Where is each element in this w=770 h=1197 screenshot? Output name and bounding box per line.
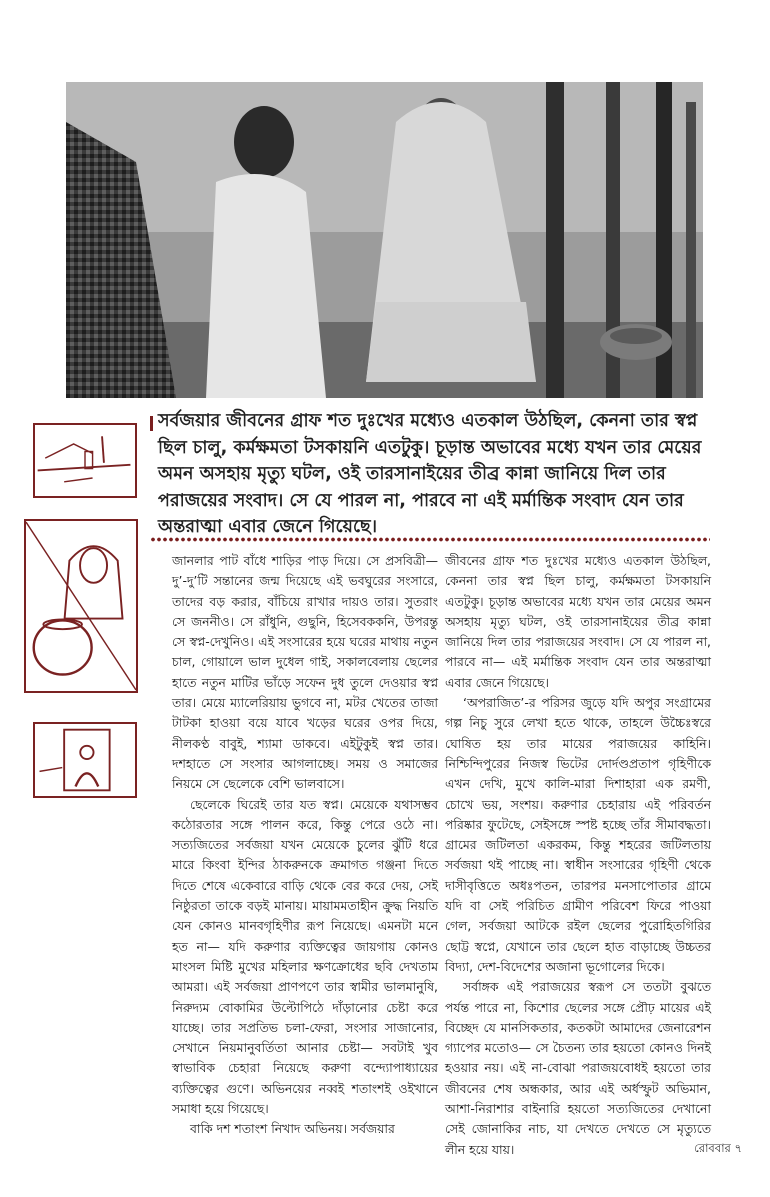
doorway-figure-sketch-icon bbox=[35, 724, 135, 796]
page-footer: রোববার ৭ bbox=[694, 1141, 742, 1155]
body-column-1 bbox=[172, 551, 438, 1140]
woman-pot-sketch-icon bbox=[26, 521, 136, 691]
landscape-sketch-icon bbox=[35, 425, 135, 496]
woman-pot-sketch bbox=[24, 519, 138, 693]
landscape-sketch bbox=[33, 423, 137, 498]
pull-quote-mark bbox=[150, 416, 153, 431]
body-column-2 bbox=[445, 551, 711, 1160]
paragraph: জীবনের গ্রাফ শত দুঃখের মধ্যেও এতকাল উঠছিল, কেননা তার স্বপ্ন ছিল চালু, কর্মক্ষমতা টসকায়নি এতটুকু। চূড়ান্ত অভাবের মধ্যে যখন তার মেয়ের অমন অসহায় মৃত্যু ঘটল, ওই তারসানাইয়ের তীব্র কান্না জানিয়ে দিল তার পরাজয়ের সংবাদ। সে যে পারল না, পারবে না— এই মর্মান্তিক সংবাদ যেন তার অন্তরাত্মা এবার জেনে গিয়েছে। bbox=[445, 553, 711, 690]
pull-quote: সর্বজয়ার জীবনের গ্রাফ শত দুঃখের মধ্যেও এতকাল উঠছিল, কেননা তার স্বপ্ন ছিল চালু, কর্মক্ষমতা টসকায়নি এতটুকু। চূড়ান্ত অভাবের মধ্যে যখন তার মেয়ের অমন অসহায় মৃত্যু ঘটল, ওই তারসানাইয়ের তীব্র কান্না জানিয়ে দিল তার পরাজয়ের সংবাদ। সে যে পারল না, পারবে না এই মর্মান্তিক সংবাদ যেন তার অন্তরাত্মা এবার জেনে গিয়েছে। bbox=[158, 411, 702, 537]
paragraph: ‘অপরাজিত’-র পরিসর জুড়ে যদি অপুর সংগ্রামের গল্প নিচু সুরে লেখা হতে থাকে, তাহলে উচ্চৈঃস্বরে ঘোষিত হয় তার মায়ের পরাজয়ের কাহিনি। নিশ্চিন্দিপুরের নিজস্ব ভিটের দোর্দণ্ডপ্রতাপ গৃহিণীকে এখন দেখি, মুখে কালি-মারা দিশাহারা এক রমণী, চোখে ভয়, সংশয়। করুণার চেহারায় এই পরিবর্তন পরিষ্কার ফুটেছে, সেইসঙ্গে স্পষ্ট হচ্ছে তাঁর সীমাবদ্ধতা। গ্রামের জটিলতা একরকম, কিন্তু শহরের জটিলতায় সর্বজয়া থই পাচ্ছে না। স্বাধীন সংসারের গৃহিণী থেকে দাসীবৃত্তিতে অধঃপতন, তারপর মনসাপোতার গ্রামে যদি বা সেই পরিচিত গ্রামীণ পরিবেশ ফিরে পাওয়া গেল, সর্বজয়া আটকে রইল ছেলের পুরোহিতগিরির ছোট্ট স্বপ্নে, যেখানে তার ছেলে হাত বাড়াচ্ছে উচ্চতর বিদ্যা, দেশ-বিদেশের অজানা ভূগোলের দিকে। bbox=[445, 695, 711, 974]
dotted-divider bbox=[150, 537, 710, 542]
paragraph: জানলার পাট বাঁধে শাড়ির পাড় দিয়ে। সে প্রসবিত্রী— দু’-দু’টি সন্তানের জন্ম দিয়েছে এই ভবঘুরের সংসারে, তাদের বড় করার, বাঁচিয়ে রাখার দায়ও তার। সুতরাং সে জননীও। সে রাঁধুনি, গুছুনি, হিসেবককনি, উপরন্তু সে স্বপ্ন-দেখুনিও। এই সংসারের হয়ে ঘরের মাথায় নতুন চাল, গোয়ালে ভাল দুধেল গাই, সকালবেলায় ছেলের হাতে নতুন মাটির ভাঁড়ে সফেন দুধ তুলে দেওয়ার স্বপ্ন তার। মেয়ে ম্যালেরিয়ায় ভুগবে না, মটর খেতের তাজা টাটকা হাওয়া বয়ে যাবে খড়ের ঘরের ওপর দিয়ে, নীলকণ্ঠ বাবুই, শ্যামা ডাকবে। এইটুকুই স্বপ্ন তার। দশহাতে সে সংসার আগলাচ্ছে। সময় ও সমাজের নিয়মে সে ছেলেকে বেশি ভালবাসে। bbox=[172, 553, 438, 792]
film-still-photo bbox=[66, 82, 703, 398]
paragraph: বাকি দশ শতাংশ নিখাদ অভিনয়। সর্বজয়ার bbox=[190, 1121, 395, 1137]
doorway-figure-sketch bbox=[33, 722, 137, 798]
paragraph: ছেলেকে ঘিরেই তার যত স্বপ্ন। মেয়েকে যথাসম্ভব কঠোরতার সঙ্গে পালন করে, কিন্তু পেরে ওঠে না। সত্যজিতের সর্বজয়া যখন মেয়েকে চুলের ঝুঁটি ধরে মারে কিংবা ইন্দির ঠাকরুনকে ক্রমাগত গঞ্জনা দিতে দিতে শেষে একেবারে বাড়ি থেকে বের করে দেয়, সেই নিষ্ঠুরতা তাকে বড়ই মানায়। মায়ামমতাহীন ক্রুদ্ধ নিয়তি যেন কোনও মানবগৃহিণীর রূপ নিয়েছে। এমনটা মনে হত না— যদি করুণার ব্যক্তিত্বের জায়গায় কোনও মাংসল মিষ্টি মুখের মহিলার ক্ষণক্রোধের ছবি দেখতাম আমরা। এই সর্বজয়া প্রাণপণে তার স্বামীর ভালমানুষি, নিরুদ্যম বোকামির উল্টোপিঠে দাঁড়ানোর চেষ্টা করে যাচ্ছে। তার সপ্রতিভ চলা-ফেরা, সংসার সাজানোর, সেখানে নিয়মানুবর্তিতা আনার চেষ্টা— সবটাই খুব স্বাভাবিক চেহারা নিয়েছে করুণা বন্দ্যোপাধ্যায়ের ব্যক্তিত্বের গুণে। অভিনয়ের নব্বই শতাংশই ওইখানে সমাধা হয়ে গিয়েছে। bbox=[172, 796, 438, 1117]
paragraph: সর্বাঙ্গক এই পরাজয়ের স্বরূপ সে ততটা বুঝতে পর্যন্ত পারে না, কিশোর ছেলের সঙ্গে প্রৌঢ় মায়ের এই বিচ্ছেদ যে মানসিকতার, কতকটা আমাদের জেনারেশন গ্যাপের মতোও— সে চৈতন্য তার হয়তো কোনও দিনই হওয়ার নয়। এই না-বোঝা পরাজয়বোধই হয়তো তার জীবনের শেষ অন্ধকার, আর এই অর্ধস্ফুট অভিমান, আশা-নিরাশার বাইনারি হয়তো সত্যজিতের দেখানো সেই জোনাকির নাচ, যা দেখতে দেখতে সে মৃত্যুতে লীন হয়ে যায়। bbox=[445, 979, 711, 1157]
film-still-icon bbox=[66, 82, 703, 398]
